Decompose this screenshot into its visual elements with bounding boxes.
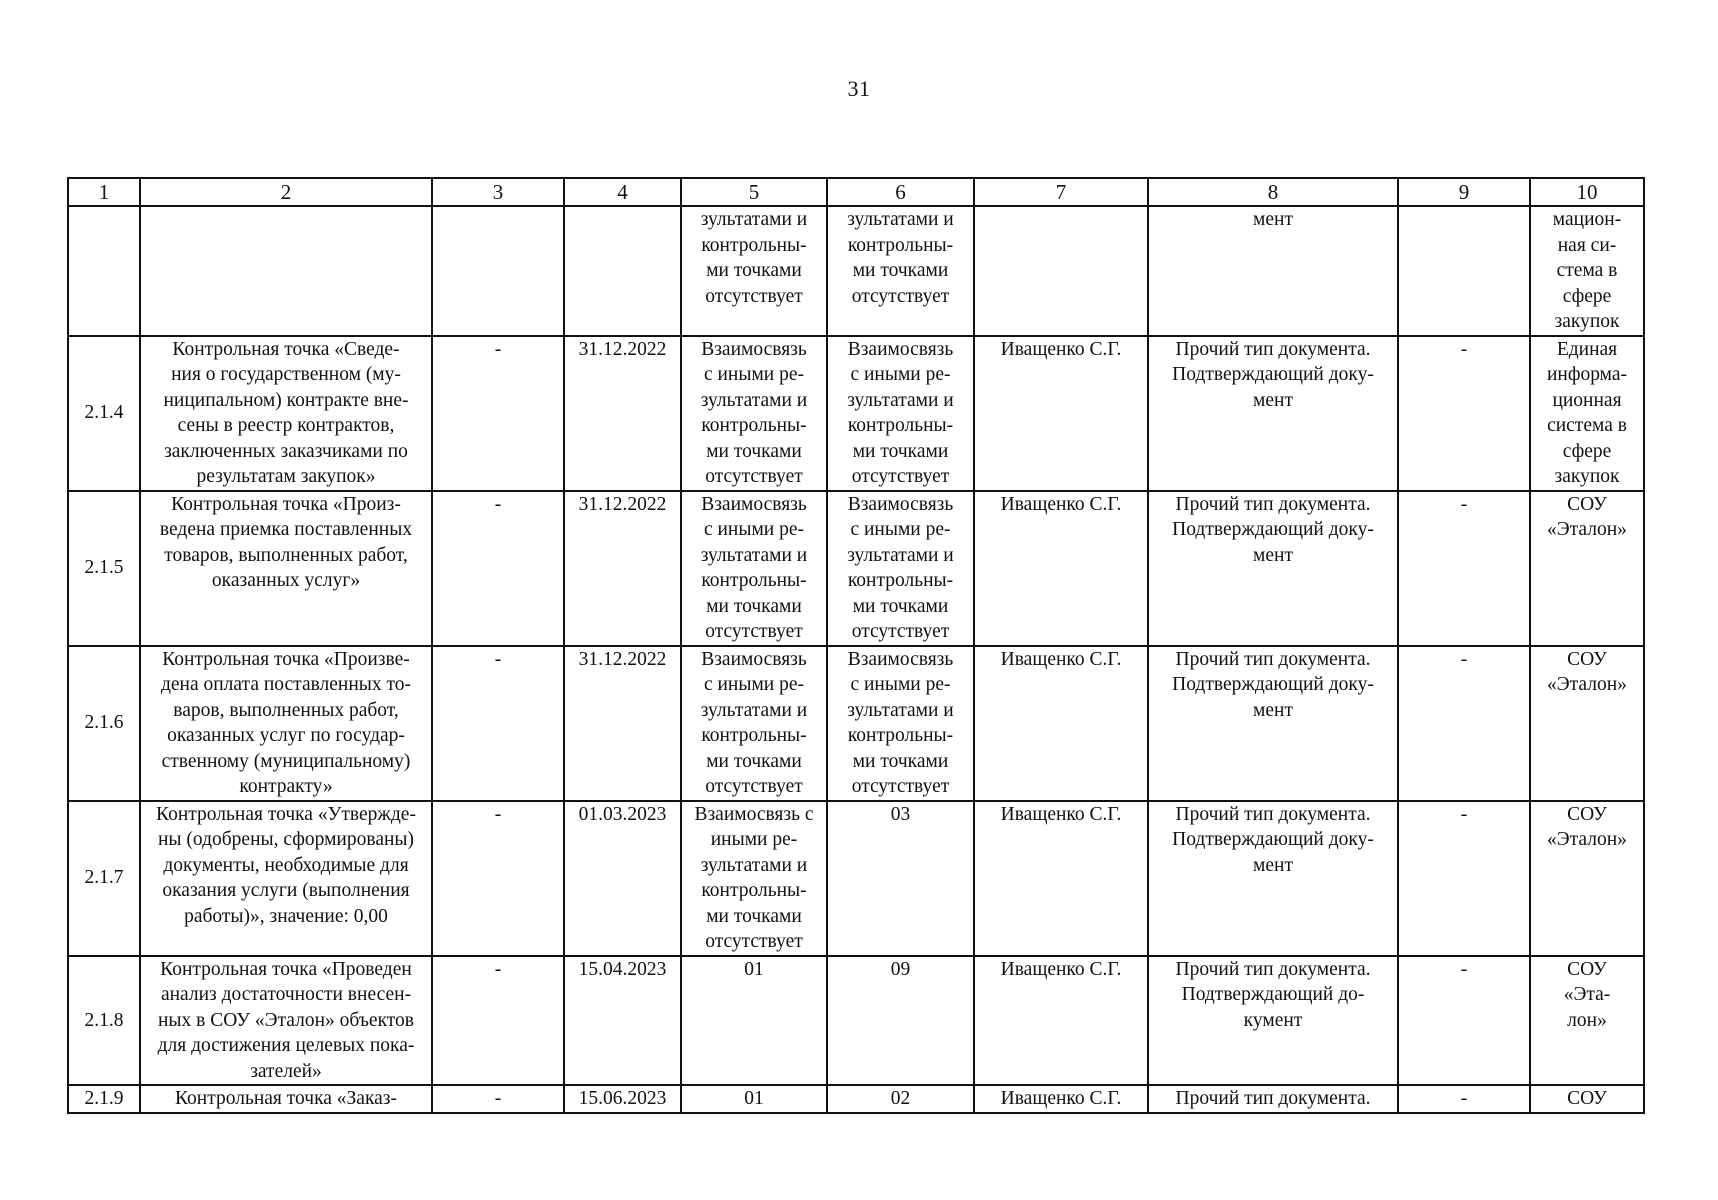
col5-value: Взаимосвязь с иными ре- зультатами и контрольны- ми точками отсутствует [700, 648, 808, 797]
col5-value: 01 [744, 958, 764, 980]
col5-value: Взаимосвязь с иными ре- зультатами и контрольны- ми точками отсутствует [694, 803, 814, 952]
doc-type-cell [1148, 336, 1398, 491]
col3-cell [432, 956, 564, 1086]
col6-value: Взаимосвязь с иными ре- зультатами и контрольны- ми точками отсутствует [847, 493, 954, 642]
date-value: 31.12.2022 [578, 338, 667, 360]
date-cell [564, 801, 681, 956]
col9-cell [1398, 206, 1530, 336]
col3-cell [432, 491, 564, 646]
control-point-cell [140, 1085, 432, 1113]
doc-type-cell [1148, 956, 1398, 1086]
responsible-cell [974, 956, 1148, 1086]
date-value: 15.06.2023 [578, 1088, 667, 1109]
responsible-value: Иващенко С.Г. [1000, 338, 1122, 360]
col3-cell [432, 1085, 564, 1113]
col3-value: - [494, 648, 502, 670]
doc-type-cell [1148, 646, 1398, 801]
col5-cell [681, 646, 827, 801]
col6-value: Взаимосвязь с иными ре- зультатами и контрольны- ми точками отсутствует [847, 338, 954, 487]
system-value: СОУ «Эталон» [1547, 648, 1627, 695]
col9-cell [1398, 1085, 1530, 1113]
table-row [68, 646, 1644, 801]
doc-type-cell [1148, 801, 1398, 956]
col6-value: 03 [890, 803, 911, 825]
col3-value: - [494, 338, 502, 360]
col5-cell [681, 206, 827, 336]
col9-cell [1398, 956, 1530, 1086]
col6-cell [827, 336, 974, 491]
row-number: 2.1.7 [84, 867, 124, 889]
system-cell [1530, 956, 1644, 1086]
table-row [68, 801, 1644, 956]
col3-value: - [494, 803, 502, 825]
date-cell [564, 646, 681, 801]
doc-type-cell [1148, 1085, 1398, 1113]
row-number-cell [68, 646, 140, 801]
control-point-name: Контрольная точка «Произ- ведена приемка поставленных товаров, выполненных работ, оказанных услуг» [159, 493, 413, 591]
column-header: 1 [68, 178, 140, 206]
table-row [68, 206, 1644, 336]
system-cell [1530, 801, 1644, 956]
col6-value: 02 [890, 1088, 911, 1109]
col9-value: - [1460, 338, 1468, 360]
col6-cell [827, 491, 974, 646]
system-value: мацион- ная си- стема в сфере закупок [1552, 209, 1622, 332]
responsible-cell [974, 336, 1148, 491]
column-header: 8 [1148, 178, 1398, 206]
system-value: Единая информа- ционная система в сфере закупок [1546, 338, 1628, 487]
col3-cell [432, 206, 564, 336]
column-header: 7 [974, 178, 1148, 206]
row-number-cell [68, 336, 140, 491]
doc-type-value: мент [1253, 209, 1293, 230]
responsible-value: Иващенко С.Г. [1000, 958, 1122, 980]
doc-type-cell [1148, 491, 1398, 646]
column-header: 4 [564, 178, 681, 206]
date-cell [564, 1085, 681, 1113]
system-cell [1530, 336, 1644, 491]
col6-value: 09 [890, 958, 911, 980]
col3-cell [432, 801, 564, 956]
responsible-cell [974, 646, 1148, 801]
date-value: 31.12.2022 [578, 493, 667, 515]
col5-cell [681, 956, 827, 1086]
col5-cell [681, 336, 827, 491]
system-cell [1530, 491, 1644, 646]
col9-value: - [1460, 493, 1468, 515]
col6-cell [827, 646, 974, 801]
row-number-cell [68, 491, 140, 646]
col5-value: 01 [744, 1088, 764, 1109]
page-number: 31 [847, 76, 871, 101]
row-number: 2.1.4 [84, 402, 124, 424]
col9-value: - [1460, 648, 1468, 670]
col5-value: зультатами и контрольны- ми точками отсутствует [700, 209, 808, 307]
col6-value: зультатами и контрольны- ми точками отсутствует [847, 209, 954, 307]
control-point-name: Контрольная точка «Сведе- ния о государственном (му- ниципальном) контракте вне- сены в реестр контрактов, заключенных заказчиками по результатам закупок» [163, 338, 409, 487]
col6-cell [827, 801, 974, 956]
system-cell [1530, 1085, 1644, 1113]
col5-cell [681, 491, 827, 646]
col3-value: - [494, 1088, 502, 1109]
responsible-value: Иващенко С.Г. [1000, 648, 1122, 670]
table-row [68, 1085, 1644, 1113]
date-cell [564, 336, 681, 491]
control-point-cell [140, 336, 432, 491]
row-number-cell [68, 956, 140, 1086]
row-number: 2.1.5 [84, 557, 124, 579]
plan-table [67, 177, 1645, 1114]
doc-type-value: Прочий тип документа. Подтверждающий доку- мент [1172, 493, 1374, 566]
column-header: 6 [827, 178, 974, 206]
col9-cell [1398, 801, 1530, 956]
table-header-row [68, 178, 1644, 206]
row-number: 2.1.8 [84, 1009, 124, 1031]
date-value: 01.03.2023 [578, 803, 667, 825]
control-point-cell [140, 646, 432, 801]
col6-cell [827, 1085, 974, 1113]
control-point-cell [140, 206, 432, 336]
responsible-value: Иващенко С.Г. [1000, 1088, 1122, 1109]
col5-cell [681, 801, 827, 956]
doc-type-value: Прочий тип документа. Подтверждающий доку- мент [1172, 648, 1374, 721]
column-header: 2 [140, 178, 432, 206]
date-value: 31.12.2022 [578, 648, 667, 670]
date-cell [564, 956, 681, 1086]
control-point-name: Контрольная точка «Утвержде- ны (одобрены, сформированы) документы, необходимые для оказания услуги (выполнения работы)», значение: 0,00 [156, 803, 416, 927]
col3-cell [432, 646, 564, 801]
responsible-cell [974, 491, 1148, 646]
col5-value: Взаимосвязь с иными ре- зультатами и контрольны- ми точками отсутствует [700, 338, 808, 487]
row-number-cell [68, 801, 140, 956]
col9-value: - [1460, 803, 1468, 825]
row-number-cell [68, 206, 140, 336]
col3-cell [432, 336, 564, 491]
responsible-value: Иващенко С.Г. [1000, 803, 1122, 825]
date-value: 15.04.2023 [578, 958, 667, 980]
system-value: СОУ «Эта- лон» [1563, 958, 1611, 1031]
control-point-cell [140, 491, 432, 646]
date-cell [564, 491, 681, 646]
col6-cell [827, 206, 974, 336]
row-number: 2.1.6 [84, 712, 124, 734]
doc-type-cell [1148, 206, 1398, 336]
doc-type-value: Прочий тип документа. Подтверждающий доку- мент [1172, 338, 1374, 411]
col9-cell [1398, 491, 1530, 646]
col9-value: - [1460, 958, 1468, 980]
control-point-name: Контрольная точка «Произве- дена оплата поставленных то- варов, выполненных работ, оказанных услуг по государ- ственному (муниципальному) контракту» [160, 648, 412, 797]
system-cell [1530, 206, 1644, 336]
system-value: СОУ [1567, 1088, 1607, 1109]
date-cell [564, 206, 681, 336]
col9-cell [1398, 336, 1530, 491]
column-header: 9 [1398, 178, 1530, 206]
table-row [68, 956, 1644, 1086]
row-number: 2.1.9 [84, 1088, 124, 1109]
column-header: 5 [681, 178, 827, 206]
system-value: СОУ «Эталон» [1547, 803, 1627, 850]
system-cell [1530, 646, 1644, 801]
doc-type-value: Прочий тип документа. Подтверждающий доку- мент [1172, 803, 1374, 876]
responsible-value: Иващенко С.Г. [1000, 493, 1122, 515]
control-point-name: Контрольная точка «Проведен анализ достаточности внесен- ных в СОУ «Эталон» объектов для достижения целевых пока- зателей» [157, 958, 415, 1082]
col6-value: Взаимосвязь с иными ре- зультатами и контрольны- ми точками отсутствует [847, 648, 954, 797]
responsible-cell [974, 1085, 1148, 1113]
table-row [68, 491, 1644, 646]
doc-type-value: Прочий тип документа. [1175, 1088, 1371, 1109]
responsible-cell [974, 801, 1148, 956]
col3-value: - [494, 493, 502, 515]
column-header: 10 [1530, 178, 1644, 206]
table-row [68, 336, 1644, 491]
responsible-cell [974, 206, 1148, 336]
control-point-cell [140, 801, 432, 956]
control-point-cell [140, 956, 432, 1086]
col5-cell [681, 1085, 827, 1113]
col9-value: - [1460, 1088, 1468, 1109]
col5-value: Взаимосвязь с иными ре- зультатами и контрольны- ми точками отсутствует [700, 493, 808, 642]
control-point-name: Контрольная точка «Заказ- [174, 1088, 397, 1109]
system-value: СОУ «Эталон» [1547, 493, 1627, 540]
column-header: 3 [432, 178, 564, 206]
row-number-cell [68, 1085, 140, 1113]
col6-cell [827, 956, 974, 1086]
doc-type-value: Прочий тип документа. Подтверждающий до- кумент [1175, 958, 1371, 1031]
col9-cell [1398, 646, 1530, 801]
col3-value: - [494, 958, 502, 980]
